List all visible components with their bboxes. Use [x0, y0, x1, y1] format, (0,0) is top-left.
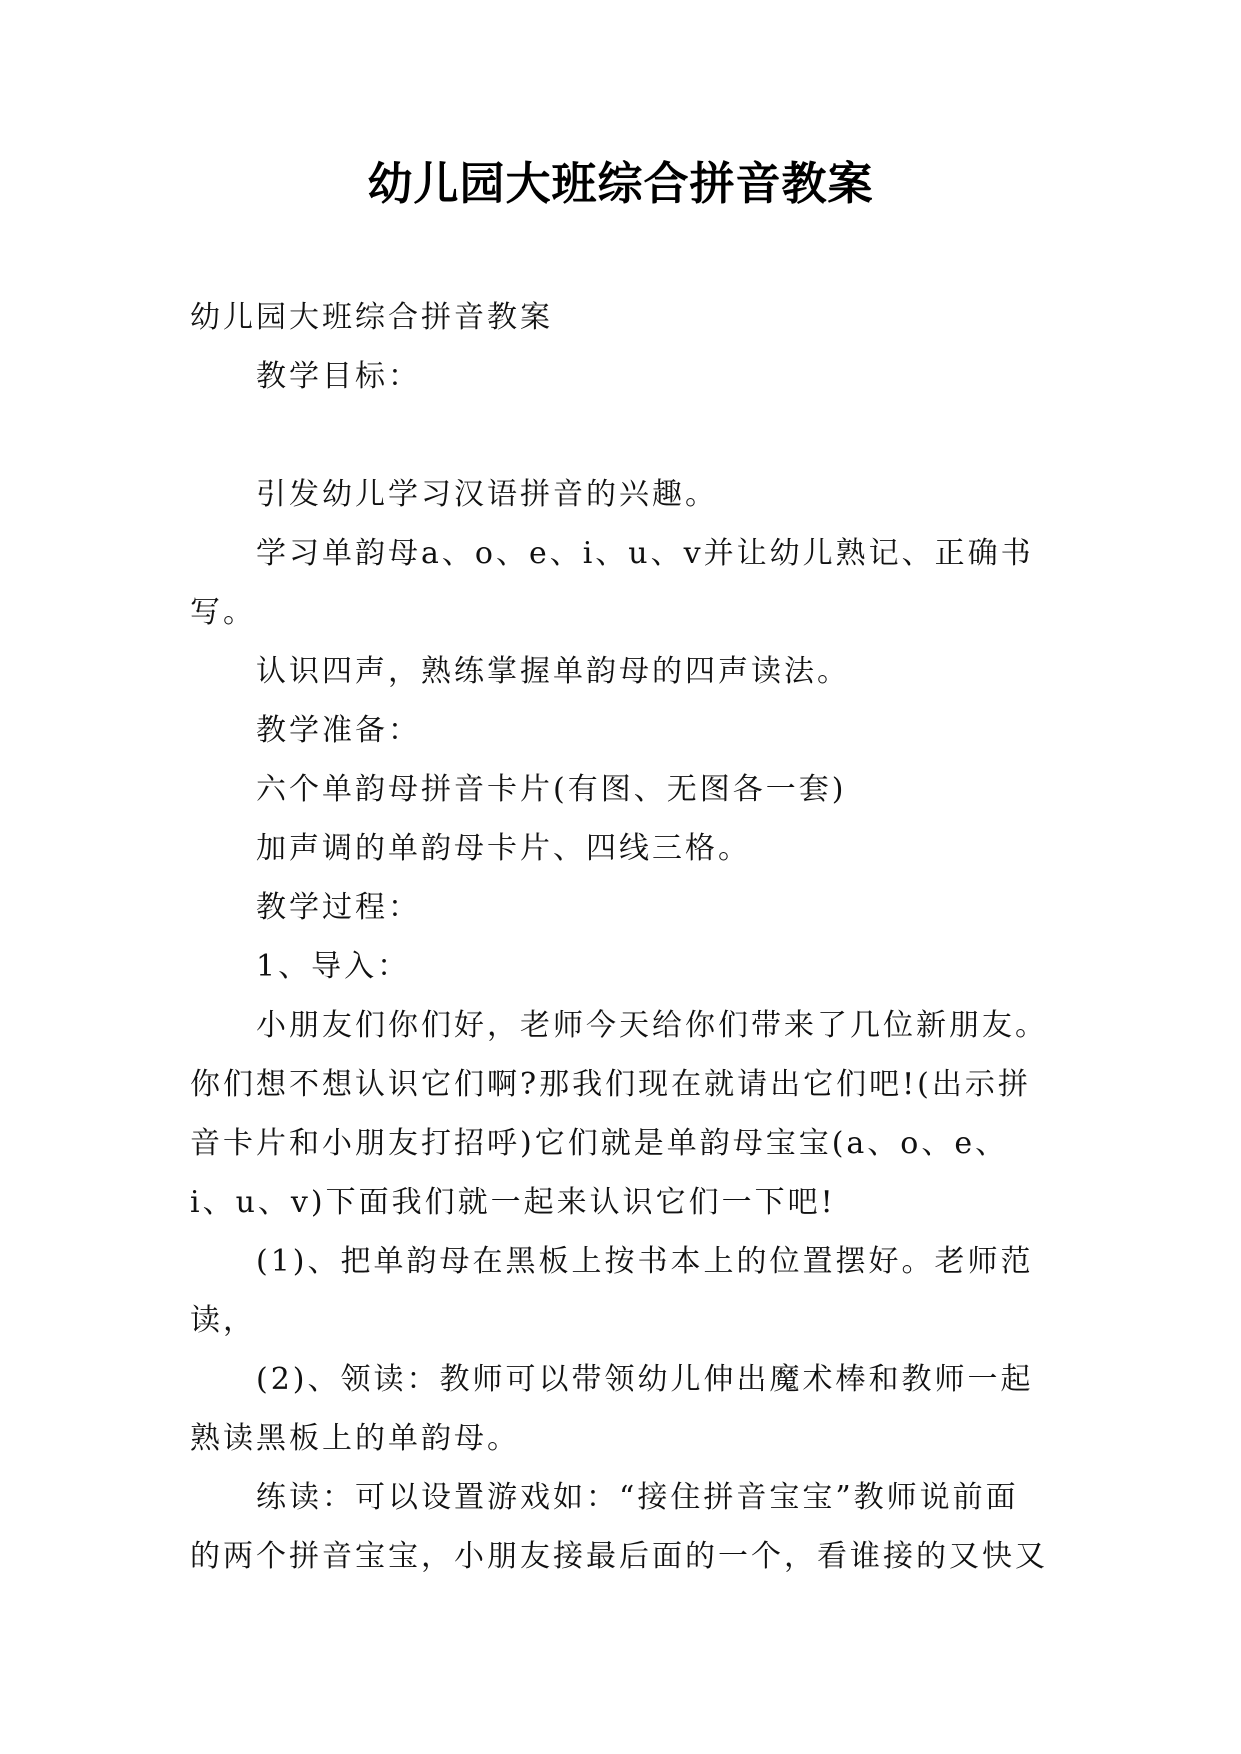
section-heading-process: 教学过程：: [256, 890, 421, 925]
subtitle-line: 幼儿园大班综合拼音教案: [190, 300, 553, 335]
paragraph: 练读：可以设置游戏如：“接住拼音宝宝”教师说前面的两个拼音宝宝，小朋友接最后面的一个，看谁接的又快又: [190, 1480, 1048, 1574]
paragraph: 小朋友们你们好，老师今天给你们带来了几位新朋友。你们想不想认识它们啊?那我们现在就请出它们吧!(出示拼音卡片和小朋友打招呼)它们就是单韵母宝宝(a、o、e、i、u、v)下面我们就一起来认识它们一下吧!: [190, 1008, 1048, 1220]
paragraph: (2)、领读：教师可以带领幼儿伸出魔术棒和教师一起熟读黑板上的单韵母。: [190, 1362, 1034, 1456]
paragraph: 加声调的单韵母卡片、四线三格。: [256, 831, 751, 866]
step-heading: 1、导入：: [256, 949, 411, 984]
document-body: [190, 288, 1050, 1586]
section-heading-preparation: 教学准备：: [256, 713, 421, 748]
paragraph: (1)、把单韵母在黑板上按书本上的位置摆好。老师范读，: [190, 1244, 1034, 1338]
document-title: 幼儿园大班综合拼音教案: [367, 157, 874, 210]
section-heading-goals: 教学目标：: [256, 359, 421, 394]
paragraph: 引发幼儿学习汉语拼音的兴趣。: [256, 477, 718, 512]
blank-line: [190, 406, 1050, 465]
paragraph: 认识四声，熟练掌握单韵母的四声读法。: [256, 654, 850, 689]
paragraph: 六个单韵母拼音卡片(有图、无图各一套): [256, 772, 847, 807]
paragraph: 学习单韵母a、o、e、i、u、v并让幼儿熟记、正确书写。: [190, 536, 1034, 630]
